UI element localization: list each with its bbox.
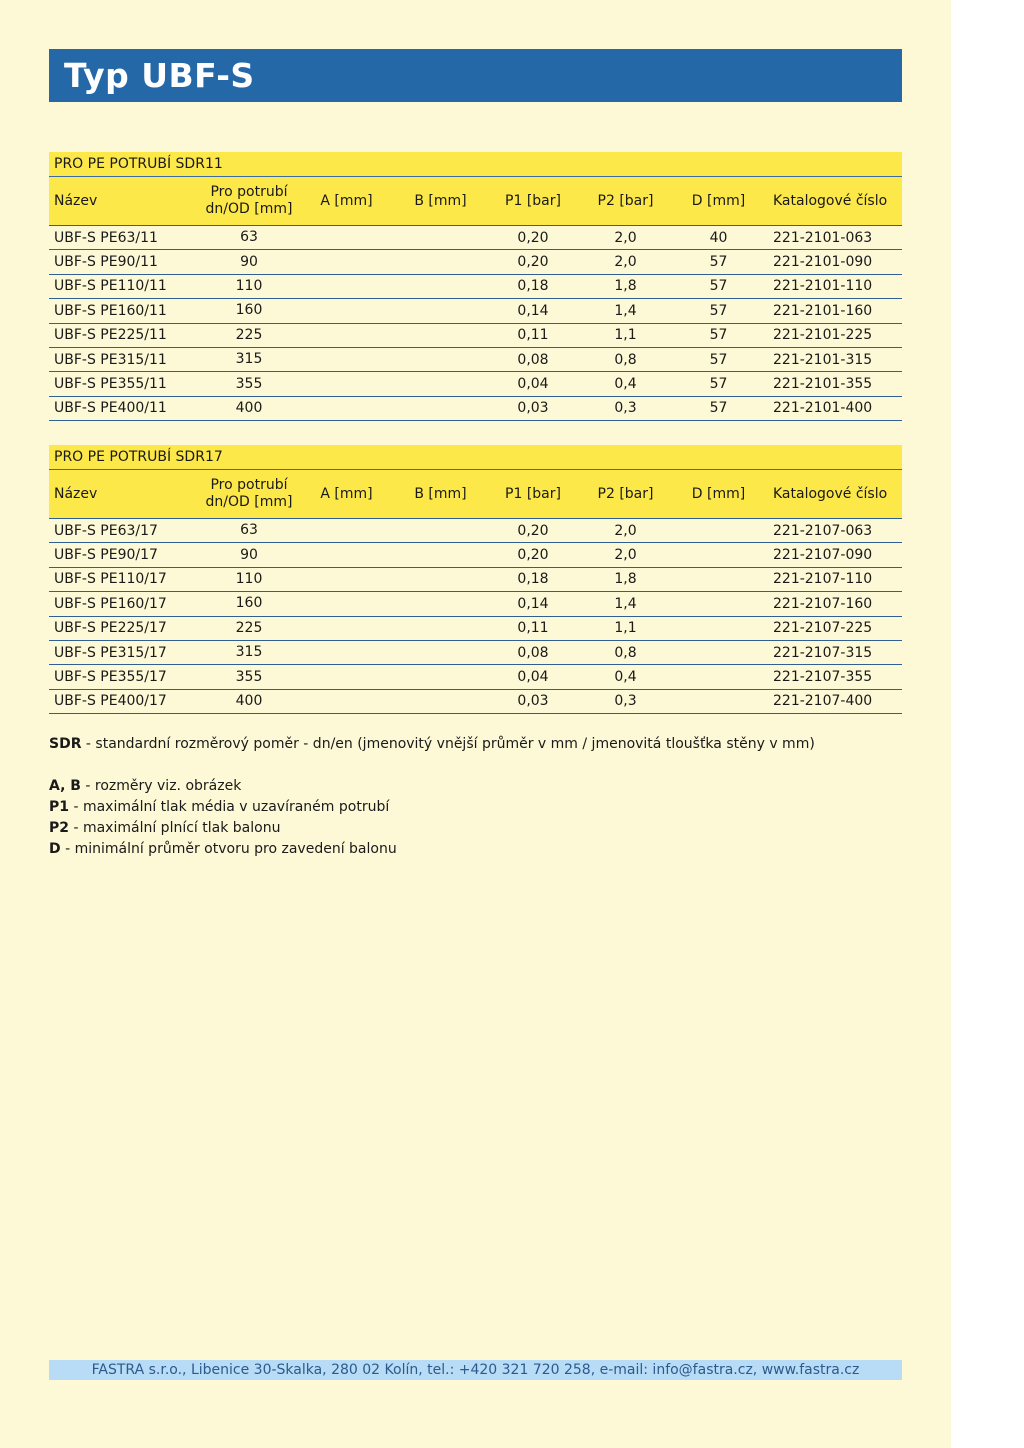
table-cell: 0,11 [517,327,549,344]
table-caption: PRO PE POTRUBÍ SDR17 [49,445,902,470]
table-cell: 2,0 [614,522,637,539]
table-cell: 57 [709,302,728,319]
table-row [49,641,902,665]
table-cell: UBF-S PE110/17 [54,571,167,588]
table-cell: UBF-S PE90/11 [54,254,158,271]
table-cell: 0,03 [517,693,549,710]
table-sdr17 [49,445,902,714]
table-cell: UBF-S PE110/11 [54,278,167,295]
col-name: Název [54,486,98,502]
col-p2: P2 [bar] [597,486,654,502]
table-cell: 221-2107-400 [773,693,873,710]
table-row [49,617,902,641]
table-cell: 1,8 [614,278,637,295]
table-sdr11 [49,152,902,421]
col-p1: P1 [bar] [505,193,561,209]
table-cell: 0,08 [517,644,549,661]
table-row [49,299,902,323]
col-pipe: Pro potrubí dn/OD [mm] [205,184,293,217]
table-cell: UBF-S PE355/11 [54,376,167,393]
table-cell: 315 [235,351,263,368]
table-cell: 2,0 [614,547,637,564]
table-cell: UBF-S PE160/17 [54,595,167,612]
table-cell: 221-2107-225 [773,620,873,637]
table-cell: 0,20 [517,254,549,271]
table-cell: 221-2107-315 [773,644,873,661]
legend-notes [49,734,815,860]
table-cell: 40 [709,229,728,246]
footer-contact: FASTRA s.r.o., Libenice 30-Skalka, 280 02 Kolín, tel.: +420 321 720 258, e-mail: info@fastra.cz, www.fastra.cz [49,1360,902,1380]
table-cell: 63 [240,522,258,539]
table-row [49,275,902,299]
table-row [49,226,902,250]
col-name: Název [54,193,98,209]
table-cell: 315 [235,644,263,661]
table-header [49,470,902,519]
table-cell: 57 [709,278,728,295]
col-b: B [mm] [414,193,467,209]
table-cell: 0,04 [517,376,549,393]
table-row [49,543,902,567]
table-cell: 221-2101-355 [773,376,873,393]
table-cell: 221-2101-090 [773,254,873,271]
table-cell: UBF-S PE400/11 [54,400,167,417]
col-d: D [mm] [691,486,746,502]
table-cell: 1,1 [614,620,637,637]
table-cell: 57 [709,400,728,417]
table-cell: 400 [235,399,263,416]
note-p2: P2 - maximální plnící tlak balonu [49,820,281,836]
col-catalog: Katalogové číslo [773,486,888,502]
table-cell: UBF-S PE90/17 [54,547,158,564]
table-cell: 2,0 [614,229,637,246]
table-cell: UBF-S PE225/17 [54,620,167,637]
table-cell: 0,8 [614,644,637,661]
table-body [49,226,902,421]
table-header [49,177,902,226]
col-catalog: Katalogové číslo [773,193,888,209]
col-a: A [mm] [320,486,373,502]
note-d: D - minimální průměr otvoru pro zavedení balonu [49,841,397,857]
table-body [49,519,902,714]
table-caption: PRO PE POTRUBÍ SDR11 [49,152,902,177]
table-cell: 0,11 [517,620,549,637]
table-cell: 221-2101-400 [773,400,873,417]
table-cell: 225 [235,326,263,343]
table-cell: 221-2107-160 [773,595,873,612]
table-cell: 0,04 [517,669,549,686]
page-title: Typ UBF-S [49,49,902,102]
table-cell: 57 [709,254,728,271]
table-cell: 90 [240,546,258,563]
col-a: A [mm] [320,193,373,209]
note-sdr: SDR - standardní rozměrový poměr - dn/en (jmenovitý vnější průměr v mm / jmenovitá tloušťka stěny v mm) [49,736,815,752]
table-cell: 221-2107-110 [773,571,873,588]
table-row [49,348,902,372]
table-row [49,592,902,616]
table-cell: 0,14 [517,302,549,319]
col-b: B [mm] [414,486,467,502]
table-cell: UBF-S PE63/17 [54,522,158,539]
table-cell: UBF-S PE355/17 [54,669,167,686]
table-cell: 225 [235,619,263,636]
table-cell: 0,03 [517,400,549,417]
table-cell: UBF-S PE225/11 [54,327,167,344]
table-cell: 0,14 [517,595,549,612]
table-cell: 221-2101-110 [773,278,873,295]
table-cell: 0,8 [614,351,637,368]
table-row [49,324,902,348]
table-cell: 0,20 [517,522,549,539]
table-cell: 0,3 [614,693,637,710]
table-cell: UBF-S PE400/17 [54,693,167,710]
table-cell: 90 [240,253,258,270]
table-row [49,519,902,543]
table-cell: 400 [235,692,263,709]
table-cell: 2,0 [614,254,637,271]
table-cell: 1,8 [614,571,637,588]
table-cell: 355 [235,375,263,392]
table-cell: 0,3 [614,400,637,417]
table-cell: 1,1 [614,327,637,344]
table-cell: 160 [235,302,263,319]
table-cell: 110 [235,277,263,294]
table-cell: 221-2107-355 [773,669,873,686]
table-cell: 221-2101-063 [773,229,873,246]
table-cell: 57 [709,376,728,393]
table-cell: 355 [235,668,263,685]
table-cell: UBF-S PE315/17 [54,644,167,661]
table-cell: 0,18 [517,278,549,295]
table-cell: 57 [709,327,728,344]
note-ab: A, B - rozměry viz. obrázek [49,778,242,794]
table-cell: UBF-S PE315/11 [54,351,167,368]
col-p1: P1 [bar] [505,486,561,502]
table-cell: 221-2107-090 [773,547,873,564]
table-row [49,397,902,421]
table-cell: 160 [235,595,263,612]
col-d: D [mm] [691,193,746,209]
col-p2: P2 [bar] [597,193,654,209]
table-cell: 0,08 [517,351,549,368]
table-row [49,690,902,714]
table-cell: 0,18 [517,571,549,588]
table-cell: UBF-S PE160/11 [54,302,167,319]
table-cell: 0,20 [517,229,549,246]
table-cell: 1,4 [614,595,637,612]
table-cell: 63 [240,229,258,246]
table-cell: 221-2101-315 [773,351,873,368]
table-cell: 221-2107-063 [773,522,873,539]
table-cell: UBF-S PE63/11 [54,229,158,246]
table-row [49,372,902,396]
table-row [49,568,902,592]
table-cell: 221-2101-160 [773,302,873,319]
table-cell: 57 [709,351,728,368]
table-cell: 0,20 [517,547,549,564]
table-row [49,250,902,274]
table-cell: 0,4 [614,669,637,686]
col-pipe: Pro potrubí dn/OD [mm] [205,477,293,510]
table-cell: 1,4 [614,302,637,319]
note-p1: P1 - maximální tlak média v uzavíraném potrubí [49,799,390,815]
table-cell: 221-2101-225 [773,327,873,344]
table-cell: 110 [235,570,263,587]
table-cell: 0,4 [614,376,637,393]
table-row [49,665,902,689]
